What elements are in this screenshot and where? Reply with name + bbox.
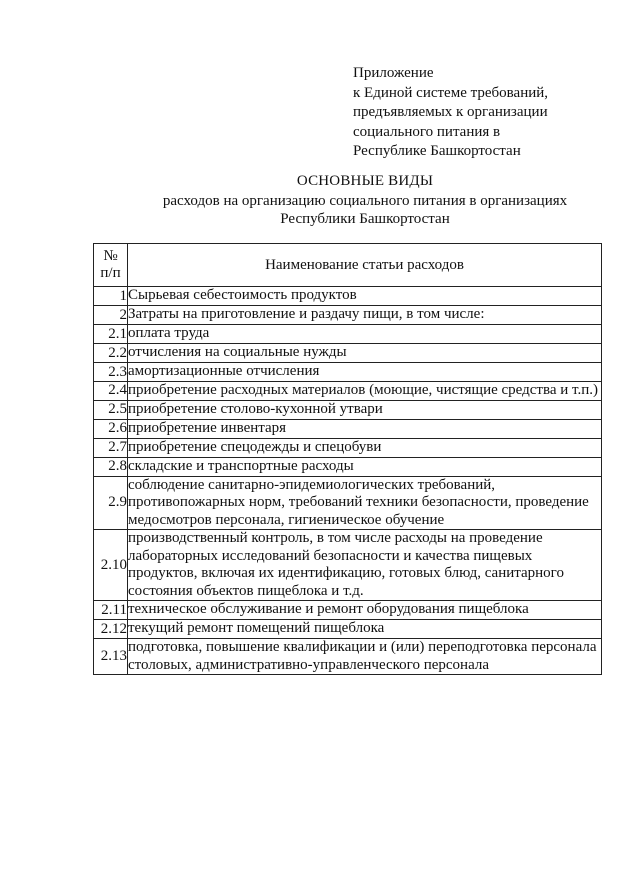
row-number: 2.13 [94,639,128,675]
row-number: 2.8 [94,457,128,476]
table-row [94,400,602,419]
document-subtitle: расходов на организацию социального питания в организациях [162,193,568,209]
row-name: Затраты на приготовление и раздачу пищи, в том числе: [128,306,602,325]
row-name: приобретение столово-кухонной утвари [128,400,602,419]
appendix-line: предъявляемых к организации [353,104,548,120]
row-number: 2.4 [94,382,128,401]
table-row [94,363,602,382]
row-number: 2.3 [94,363,128,382]
document-title: ОСНОВНЫЕ ВИДЫ [296,173,434,189]
header-number-label: п/п [100,265,121,281]
table-row [94,639,602,675]
document-subtitle: Республики Башкортостан [280,211,450,227]
header-number-symbol: № [103,248,118,264]
table-row [94,382,602,401]
appendix-line: социального питания в [353,123,501,140]
table-row [94,476,602,530]
row-number: 2.1 [94,325,128,344]
table-row [94,287,602,306]
expenses-table [93,243,602,675]
row-number: 1 [94,287,128,306]
table-row [94,419,602,438]
table-row [94,530,602,601]
row-number: 2.6 [94,419,128,438]
table-row [94,438,602,457]
appendix-line: Приложение [353,65,434,81]
table-header-row [94,244,602,287]
row-number: 2.12 [94,620,128,639]
row-name: отчисления на социальные нужды [128,344,602,363]
row-name: текущий ремонт помещений пищеблока [128,620,602,639]
table-row [94,344,602,363]
row-number: 2.10 [94,530,128,601]
row-name: приобретение инвентаря [128,419,602,438]
row-name: подготовка, повышение квалификации и (или) переподготовка персонала столовых, административно-управленческого персонала [128,639,602,675]
header-number [94,244,128,287]
row-name: соблюдение санитарно-эпидемиологических требований, противопожарных норм, требований техники безопасности, проведение медосмотров персонала, гигиеническое обучение [128,476,602,530]
row-name: приобретение спецодежды и спецобуви [128,438,602,457]
row-name: оплата труда [128,325,602,344]
table-row [94,620,602,639]
row-name: Сырьевая себестоимость продуктов [128,287,602,306]
table-row [94,325,602,344]
row-name: производственный контроль, в том числе расходы на проведение лабораторных исследований безопасности и качества пищевых продуктов, включая их идентификацию, готовых блюд, санитарного состояния объектов пищеблока и т.д. [128,530,602,601]
table-row [94,306,602,325]
row-number: 2.2 [94,344,128,363]
row-name: складские и транспортные расходы [128,457,602,476]
appendix-line: к Единой системе требований, [353,84,549,101]
row-number: 2.5 [94,400,128,419]
row-name: техническое обслуживание и ремонт оборудования пищеблока [128,601,602,620]
appendix-line: Республике Башкортостан [353,143,521,159]
header-name: Наименование статьи расходов [128,244,602,287]
row-name: приобретение расходных материалов (моющие, чистящие средства и т.п.) [128,382,602,401]
row-number: 2.11 [94,601,128,620]
table-row [94,457,602,476]
table-row [94,601,602,620]
row-number: 2.7 [94,438,128,457]
appendix-block [353,64,548,162]
row-name: амортизационные отчисления [128,363,602,382]
row-number: 2.9 [94,476,128,530]
row-number: 2 [94,306,128,325]
